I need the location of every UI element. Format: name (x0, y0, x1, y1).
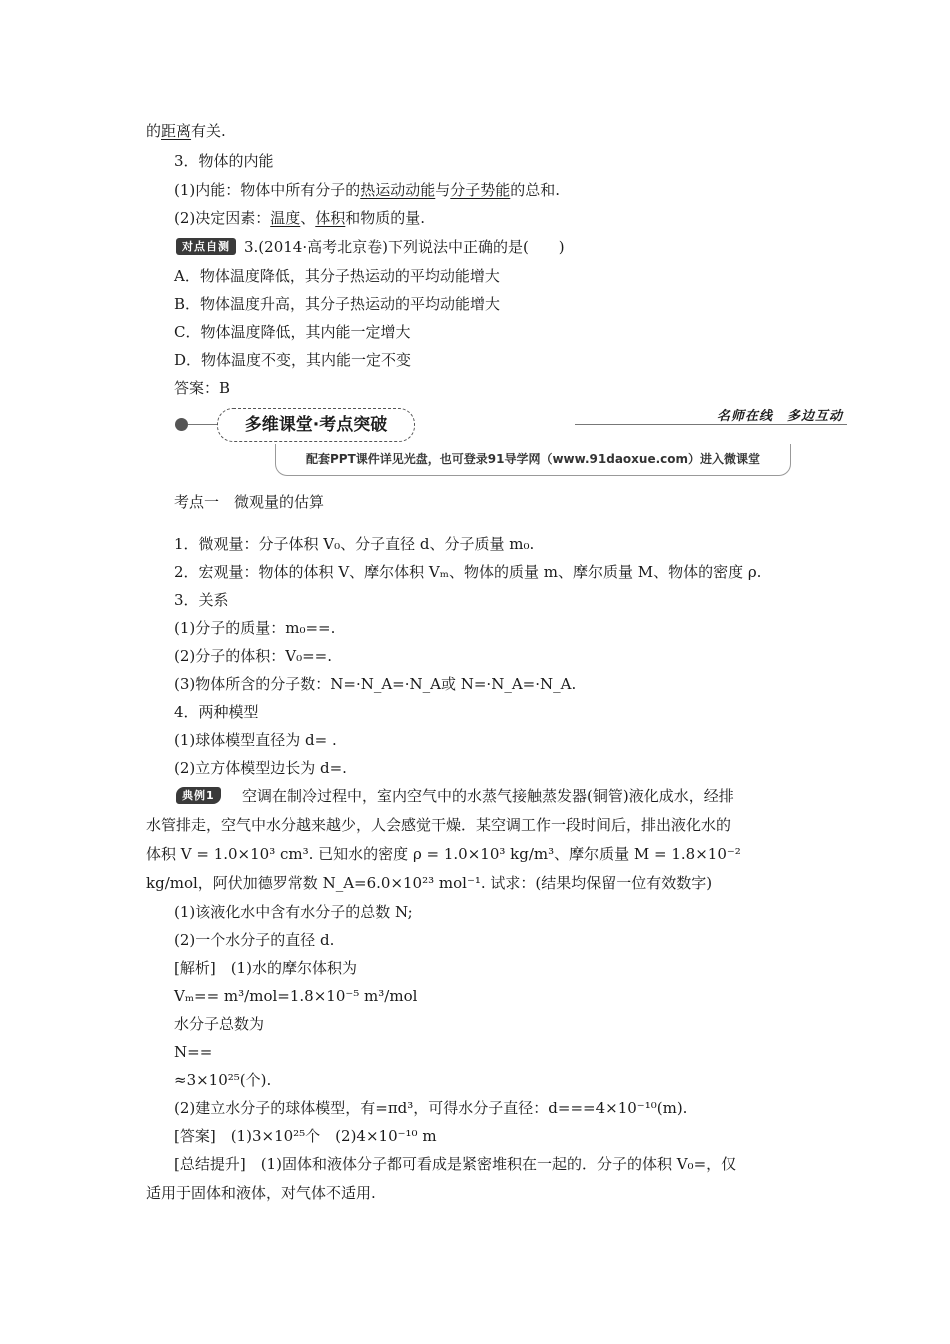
bullet-dot (175, 418, 188, 431)
text-line: (2)决定因素：温度、体积和物质的量. (174, 209, 426, 227)
banner-title: 多维课堂·考点突破 (217, 408, 415, 442)
solution-line: ≈3×10²⁵(个). (174, 1071, 272, 1089)
example-text: 空调在制冷过程中，室内空气中的水蒸气接触蒸发器(铜管)液化成水，经排 (242, 787, 734, 805)
text-line: (2)分子的体积：V₀==. (174, 647, 332, 665)
text-line: 2．宏观量：物体的体积 V、摩尔体积 Vₘ、物体的质量 m、摩尔质量 M、物体的密度 ρ. (174, 563, 762, 581)
text-line: (1)分子的质量：m₀==. (174, 619, 336, 637)
topic-heading: 考点一 微观量的估算 (174, 493, 325, 511)
example-question: (1)该液化水中含有水分子的总数 N; (174, 903, 413, 921)
text-line: (3)物体所含的分子数：N=·N_A=·N_A或 N=·N_A=·N_A. (174, 675, 577, 693)
answer-line: [答案] (1)3×10²⁵个 (2)4×10⁻¹⁰ m (174, 1127, 437, 1145)
question-stem: 3.(2014·高考北京卷)下列说法中正确的是( ) (244, 238, 565, 256)
option-d: D．物体温度不变，其内能一定不变 (174, 351, 412, 369)
text-line: (1)球体模型直径为 d= . (174, 731, 337, 749)
underlined-term: 距离 (161, 122, 192, 140)
solution-line: (2)建立水分子的球体模型，有=πd³，可得水分子直径：d===4×10⁻¹⁰(m). (174, 1099, 688, 1117)
option-c: C．物体温度降低，其内能一定增大 (174, 323, 411, 341)
solution-line: Vₘ== m³/mol=1.8×10⁻⁵ m³/mol (174, 987, 418, 1005)
example-text: 水管排走，空气中水分越来越少，人会感觉干燥．某空调工作一段时间后，排出液化水的 (146, 816, 732, 834)
example-badge: 典例1 (176, 787, 221, 804)
answer-line: 答案：B (174, 379, 231, 397)
banner-tagline: 名师在线 多边互动 (716, 409, 843, 424)
summary-line: 适用于固体和液体，对气体不适用. (146, 1184, 376, 1202)
section-banner (175, 405, 847, 477)
option-a: A．物体温度降低，其分子热运动的平均动能增大 (174, 267, 500, 285)
option-b: B．物体温度升高，其分子热运动的平均动能增大 (174, 295, 501, 313)
self-test-badge: 对点自测 (176, 238, 236, 255)
solution-line: N== (174, 1043, 213, 1061)
summary-line: [总结提升] (1)固体和液体分子都可看成是紧密堆积在一起的．分子的体积 V₀=，仅 (174, 1155, 737, 1173)
text-line: (2)立方体模型边长为 d=. (174, 759, 347, 777)
text-line: (1)内能：物体中所有分子的热运动动能与分子势能的总和. (174, 181, 561, 199)
solution-line: 水分子总数为 (174, 1015, 265, 1033)
text-line: 3．关系 (174, 591, 229, 609)
text-line: 4．两种模型 (174, 703, 259, 721)
text-line: 的距离有关. (146, 122, 226, 140)
banner-subtext: 配套PPT课件详见光盘，也可登录91导学网（www.91daoxue.com）进入微课堂 (275, 444, 791, 476)
example-text: 体积 V = 1.0×10³ cm³. 已知水的密度 ρ = 1.0×10³ kg/m³、摩尔质量 M = 1.8×10⁻² (146, 845, 741, 863)
example-text: kg/mol，阿伏加德罗常数 N_A=6.0×10²³ mol⁻¹. 试求：(结果均保留一位有效数字) (146, 874, 713, 892)
text-line: 1．微观量：分子体积 V₀、分子直径 d、分子质量 m₀. (174, 535, 535, 553)
example-question: (2)一个水分子的直径 d. (174, 931, 335, 949)
solution-line: [解析] (1)水的摩尔体积为 (174, 959, 357, 977)
section-heading: 3．物体的内能 (174, 152, 274, 170)
